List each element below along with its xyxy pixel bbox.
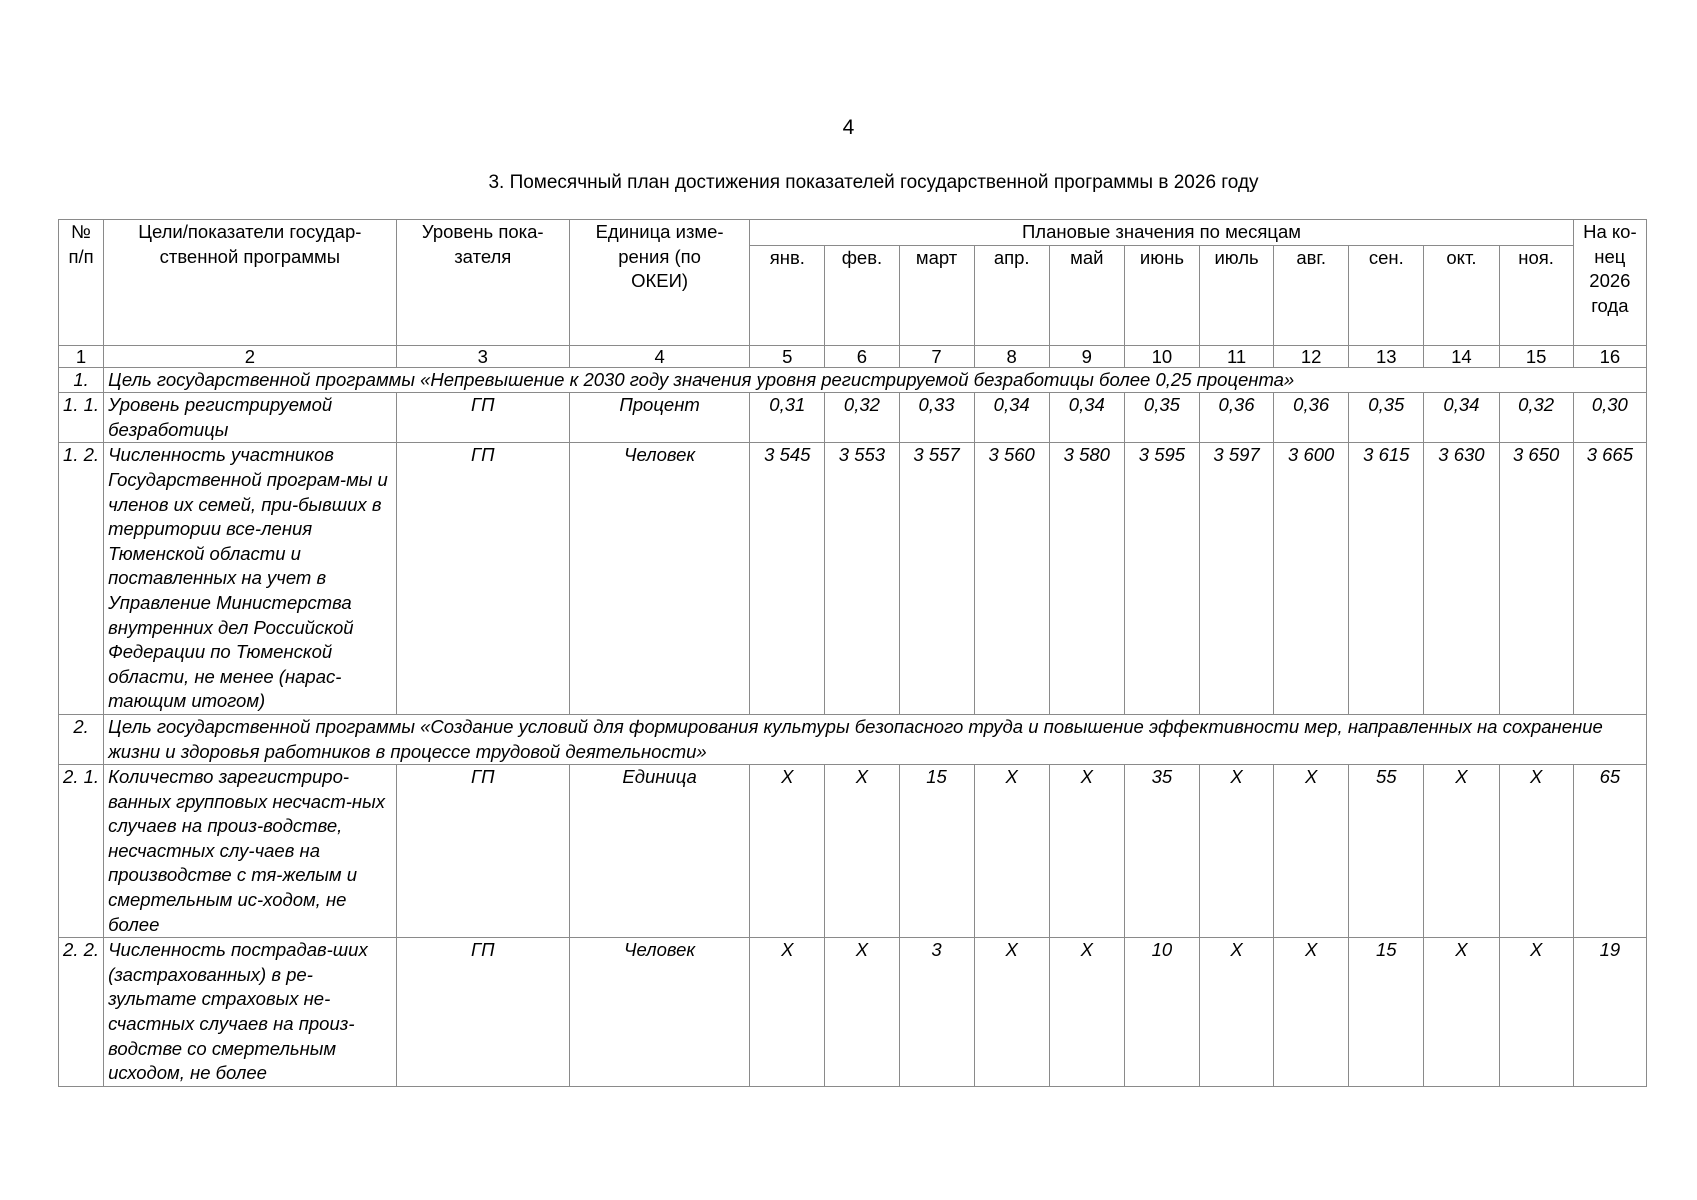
column-number: 12 <box>1274 345 1349 367</box>
month-value: X <box>750 938 825 1087</box>
column-number: 16 <box>1573 345 1646 367</box>
column-number: 15 <box>1499 345 1573 367</box>
month-value: X <box>1424 765 1499 938</box>
column-number: 14 <box>1424 345 1499 367</box>
header-monthly-group: Плановые значения по месяцам <box>750 220 1573 246</box>
month-value: 0,36 <box>1200 393 1274 443</box>
indicator-unit: Процент <box>569 393 749 443</box>
month-value: 0,35 <box>1349 393 1424 443</box>
month-value: 0,34 <box>1049 393 1124 443</box>
year-end-value: 19 <box>1573 938 1646 1087</box>
header-month: июнь <box>1124 245 1199 345</box>
header-num: № п/п <box>59 220 104 346</box>
month-value: X <box>1200 765 1274 938</box>
row-number: 2. 2. <box>59 938 104 1087</box>
year-end-value: 0,30 <box>1573 393 1646 443</box>
month-value: 0,33 <box>899 393 974 443</box>
month-value: X <box>825 765 899 938</box>
goal-text: Цель государственной программы «Создание условий для формирования культуры безопасного труда и повышение эффективности мер, направленных на сохранение жизни и здоровья работников в процессе трудовой деятельности» <box>104 714 1647 764</box>
column-number: 10 <box>1124 345 1199 367</box>
month-value: 3 557 <box>899 443 974 715</box>
month-value: 55 <box>1349 765 1424 938</box>
row-number: 1. 2. <box>59 443 104 715</box>
header-month: окт. <box>1424 245 1499 345</box>
month-value: X <box>1200 938 1274 1087</box>
month-value: 3 650 <box>1499 443 1573 715</box>
row-number: 1. <box>59 367 104 393</box>
month-value: X <box>1049 765 1124 938</box>
month-value: X <box>974 765 1049 938</box>
month-value: 10 <box>1124 938 1199 1087</box>
indicator-unit: Человек <box>569 443 749 715</box>
month-value: X <box>1274 765 1349 938</box>
year-end-value: 65 <box>1573 765 1646 938</box>
month-value: X <box>1499 765 1573 938</box>
goal-text: Цель государственной программы «Непревышение к 2030 году значения уровня регистрируемой безработицы более 0,25 процента» <box>104 367 1647 393</box>
header-month: апр. <box>974 245 1049 345</box>
row-number: 2. <box>59 714 104 764</box>
goal-row-2 <box>59 714 1647 764</box>
indicator-row-2-2 <box>59 938 1647 1087</box>
indicator-level: ГП <box>396 393 569 443</box>
month-value: 3 615 <box>1349 443 1424 715</box>
month-value: 15 <box>899 765 974 938</box>
header-row <box>59 220 1647 246</box>
column-number: 11 <box>1200 345 1274 367</box>
header-year-end: На ко-нец 2026 года <box>1573 220 1646 346</box>
header-month: июль <box>1200 245 1274 345</box>
indicator-name: Количество зарегистриро-ванных групповых несчаст-ных случаев на произ-водстве, несчастных слу-чаев на производстве с тя-желым и смертельным ис-ходом, не более <box>104 765 397 938</box>
header-month: март <box>899 245 974 345</box>
column-number: 6 <box>825 345 899 367</box>
column-number: 3 <box>396 345 569 367</box>
month-value: 0,34 <box>974 393 1049 443</box>
month-value: 3 545 <box>750 443 825 715</box>
month-value: X <box>974 938 1049 1087</box>
month-value: 0,35 <box>1124 393 1199 443</box>
column-number: 8 <box>974 345 1049 367</box>
column-number: 2 <box>104 345 397 367</box>
month-value: 0,31 <box>750 393 825 443</box>
month-value: 0,32 <box>825 393 899 443</box>
year-end-value: 3 665 <box>1573 443 1646 715</box>
month-value: 35 <box>1124 765 1199 938</box>
month-value: 15 <box>1349 938 1424 1087</box>
monthly-plan-table <box>58 219 1647 1087</box>
month-value: 0,36 <box>1274 393 1349 443</box>
month-value: 3 597 <box>1200 443 1274 715</box>
page-number: 4 <box>842 116 855 139</box>
row-number: 2. 1. <box>59 765 104 938</box>
month-value: 3 595 <box>1124 443 1199 715</box>
column-number: 5 <box>750 345 825 367</box>
header-month: май <box>1049 245 1124 345</box>
month-value: 3 580 <box>1049 443 1124 715</box>
month-value: 3 <box>899 938 974 1087</box>
column-number: 1 <box>59 345 104 367</box>
document-title: 3. Помесячный план достижения показателей государственной программы в 2026 году <box>488 172 1259 193</box>
header-month: авг. <box>1274 245 1349 345</box>
month-value: X <box>1049 938 1124 1087</box>
column-numbers-row <box>59 345 1647 367</box>
indicator-row-1-2 <box>59 443 1647 715</box>
header-month: ноя. <box>1499 245 1573 345</box>
indicator-level: ГП <box>396 765 569 938</box>
row-number: 1. 1. <box>59 393 104 443</box>
month-value: X <box>1424 938 1499 1087</box>
header-month: сен. <box>1349 245 1424 345</box>
header-level: Уровень пока-зателя <box>396 220 569 346</box>
indicator-name: Численность пострадав-ших (застрахованных) в ре-зультате страховых не-счастных случаев на произ-водстве со смертельным исходом, не более <box>104 938 397 1087</box>
month-value: 0,32 <box>1499 393 1573 443</box>
indicator-row-1-1 <box>59 393 1647 443</box>
month-value: 3 560 <box>974 443 1049 715</box>
month-value: 3 630 <box>1424 443 1499 715</box>
header-month: янв. <box>750 245 825 345</box>
month-value: 0,34 <box>1424 393 1499 443</box>
indicator-unit: Человек <box>569 938 749 1087</box>
header-month: фев. <box>825 245 899 345</box>
indicator-row-2-1 <box>59 765 1647 938</box>
indicator-unit: Единица <box>569 765 749 938</box>
indicator-level: ГП <box>396 938 569 1087</box>
goal-row-1 <box>59 367 1647 393</box>
month-value: X <box>825 938 899 1087</box>
header-indicator: Цели/показатели государ-ственной программы <box>104 220 397 346</box>
column-number: 13 <box>1349 345 1424 367</box>
header-unit: Единица изме-рения (по ОКЕИ) <box>569 220 749 346</box>
indicator-name: Уровень регистрируемой безработицы <box>104 393 397 443</box>
month-value: X <box>750 765 825 938</box>
month-value: X <box>1499 938 1573 1087</box>
month-value: 3 600 <box>1274 443 1349 715</box>
month-value: 3 553 <box>825 443 899 715</box>
column-number: 7 <box>899 345 974 367</box>
month-value: X <box>1274 938 1349 1087</box>
indicator-name: Численность участников Государственной програм-мы и членов их семей, при-бывших в территории все-ления Тюменской области и поставленных на учет в Управление Министерства внутренних дел Российской Федерации по Тюменской области, не менее (нарас-тающим итогом) <box>104 443 397 715</box>
indicator-level: ГП <box>396 443 569 715</box>
column-number: 9 <box>1049 345 1124 367</box>
column-number: 4 <box>569 345 749 367</box>
